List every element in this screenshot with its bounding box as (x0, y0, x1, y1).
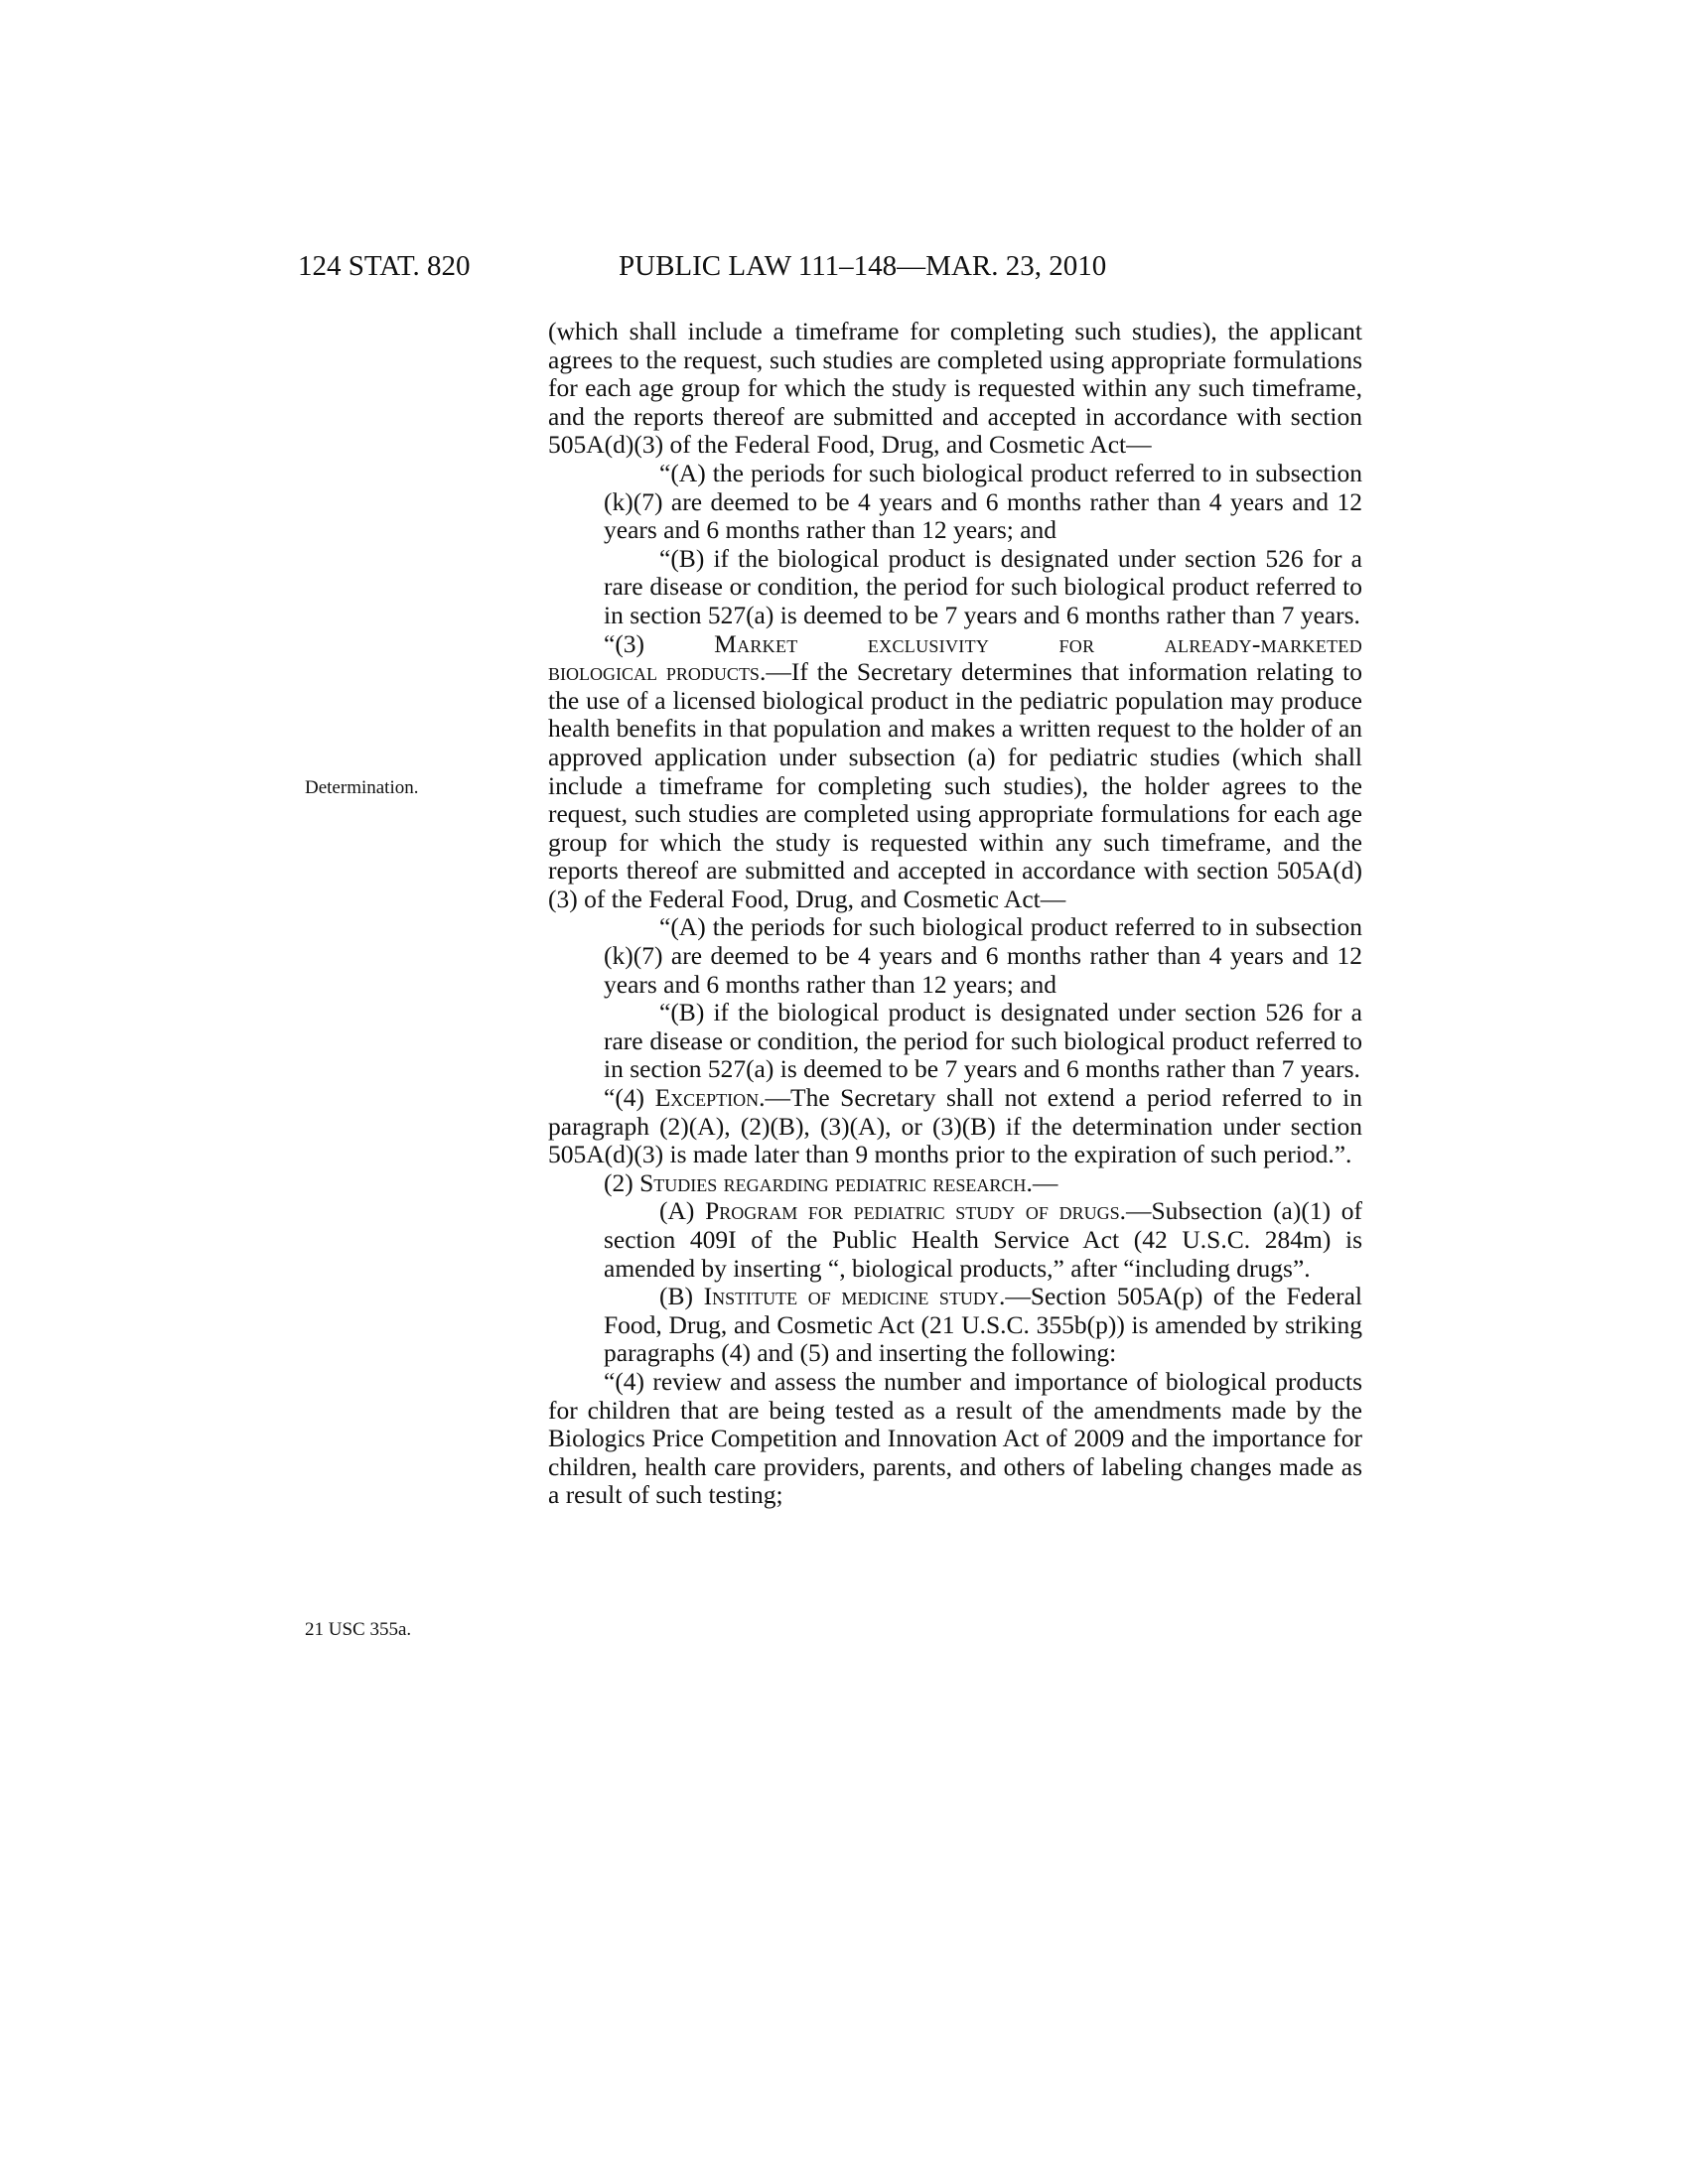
section-2a (548, 1197, 1362, 1283)
subparagraph-3a: “(A) the periods for such biological product referred to in subsection (k)(7) are deemed to be 4 years and 6 months rather than 4 years and 12 years and 6 months rather than 12 years; and (604, 912, 1362, 999)
margin-note-determination: Determination. (305, 777, 419, 798)
section-2b-text: .—Section 505A(p) of the Federal Food, Drug, and Cosmetic Act (21 U.S.C. 355b(p)) is amended by striking paragraphs (4) and (5) and inserting the following: (604, 1282, 1363, 1368)
stat-page-reference: 124 STAT. 820 (298, 250, 471, 282)
section-2a-number: (A) (659, 1196, 695, 1226)
paragraph-3-heading-second: biological products (548, 657, 760, 687)
section-2a-text: .—Subsection (a)(1) of section 409I of the Public Health Service Act (42 U.S.C. 284m) is amended by inserting “, biological products,” after “including drugs”. (604, 1196, 1363, 1283)
section-2b-heading: Institute of medicine study (703, 1282, 999, 1311)
subparagraph-3b: “(B) if the biological product is designated under section 526 for a rare disease or condition, the period for such biological product referred to in section 527(a) is deemed to be 7 years and 6 months rather than 7 years. (604, 998, 1362, 1084)
paragraph-3-heading-line (548, 630, 1362, 659)
section-2a-heading: Program for pediatric study of drugs (705, 1196, 1120, 1226)
section-2-number: (2) (604, 1167, 633, 1197)
paragraph-3-text: .—If the Secretary determines that information relating to the use of a licensed biological product in the pediatric population may produce health benefits in that population and makes a written request to the holder of an approved application under subsection (a) for pediatric studies (which shall include a timeframe for completing such studies), the holder agrees to the request, such studies are completed using appropriate formulations for each age group for which the study is requested within any such timeframe, and the reports thereof are submitted and accepted in accordance with section 505A(d)(3) of the Federal Food, Drug, and Cosmetic Act— (548, 657, 1363, 913)
paragraph-3-body (548, 658, 1362, 913)
paragraph-4-text: .—The Secretary shall not extend a period referred to in paragraph (2)(A), (2)(B), (3)(A), or (3)(B) if the determination under section 505A(d)(3) is made later than 9 months prior to the expiration of such period.”. (548, 1083, 1363, 1169)
section-2b (548, 1283, 1362, 1368)
inserted-paragraph-4: “(4) review and assess the number and importance of biological products for children that are being tested as a result of the amendments made by the Biologics Price Competition and Innovation Act of 2009 and the importance for children, health care providers, parents, and others of labeling changes made as a result of such testing; (548, 1366, 1362, 1510)
paragraph-4 (548, 1084, 1362, 1169)
section-2-dash: .— (1026, 1167, 1058, 1197)
paragraph-3-heading-first: Market exclusivity for already-marketed (714, 628, 1362, 658)
section-2b-number: (B) (659, 1282, 693, 1311)
paragraph-4-number: “(4) (604, 1083, 645, 1113)
page-header (0, 246, 1688, 286)
public-law-title: PUBLIC LAW 111–148—MAR. 23, 2010 (619, 250, 1107, 282)
subparagraph-2b: “(B) if the biological product is designated under section 526 for a rare disease or condition, the period for such biological product referred to in section 527(a) is deemed to be 7 years and 6 months rather than 7 years. (604, 543, 1362, 629)
paragraph-3-number: “(3) (604, 628, 645, 658)
statute-text-column (548, 318, 1362, 1510)
paragraph-4-heading: Exception (654, 1083, 760, 1113)
margin-note-usc: 21 USC 355a. (305, 1619, 412, 1640)
subparagraph-2a: “(A) the periods for such biological product referred to in subsection (k)(7) are deemed to be 4 years and 6 months rather than 4 years and 12 years and 6 months rather than 12 years; and (604, 458, 1362, 545)
section-2-heading (548, 1169, 1362, 1198)
section-2-heading-text: Studies regarding pediatric research (639, 1167, 1027, 1197)
paragraph-intro: (which shall include a timeframe for completing such studies), the applicant agrees to the request, such studies are completed using appropriate formulations for each age group for which the study is requested within any such timeframe, and the reports thereof are submitted and accepted in accordance with section 505A(d)(3) of the Federal Food, Drug, and Cosmetic Act— (548, 317, 1362, 460)
